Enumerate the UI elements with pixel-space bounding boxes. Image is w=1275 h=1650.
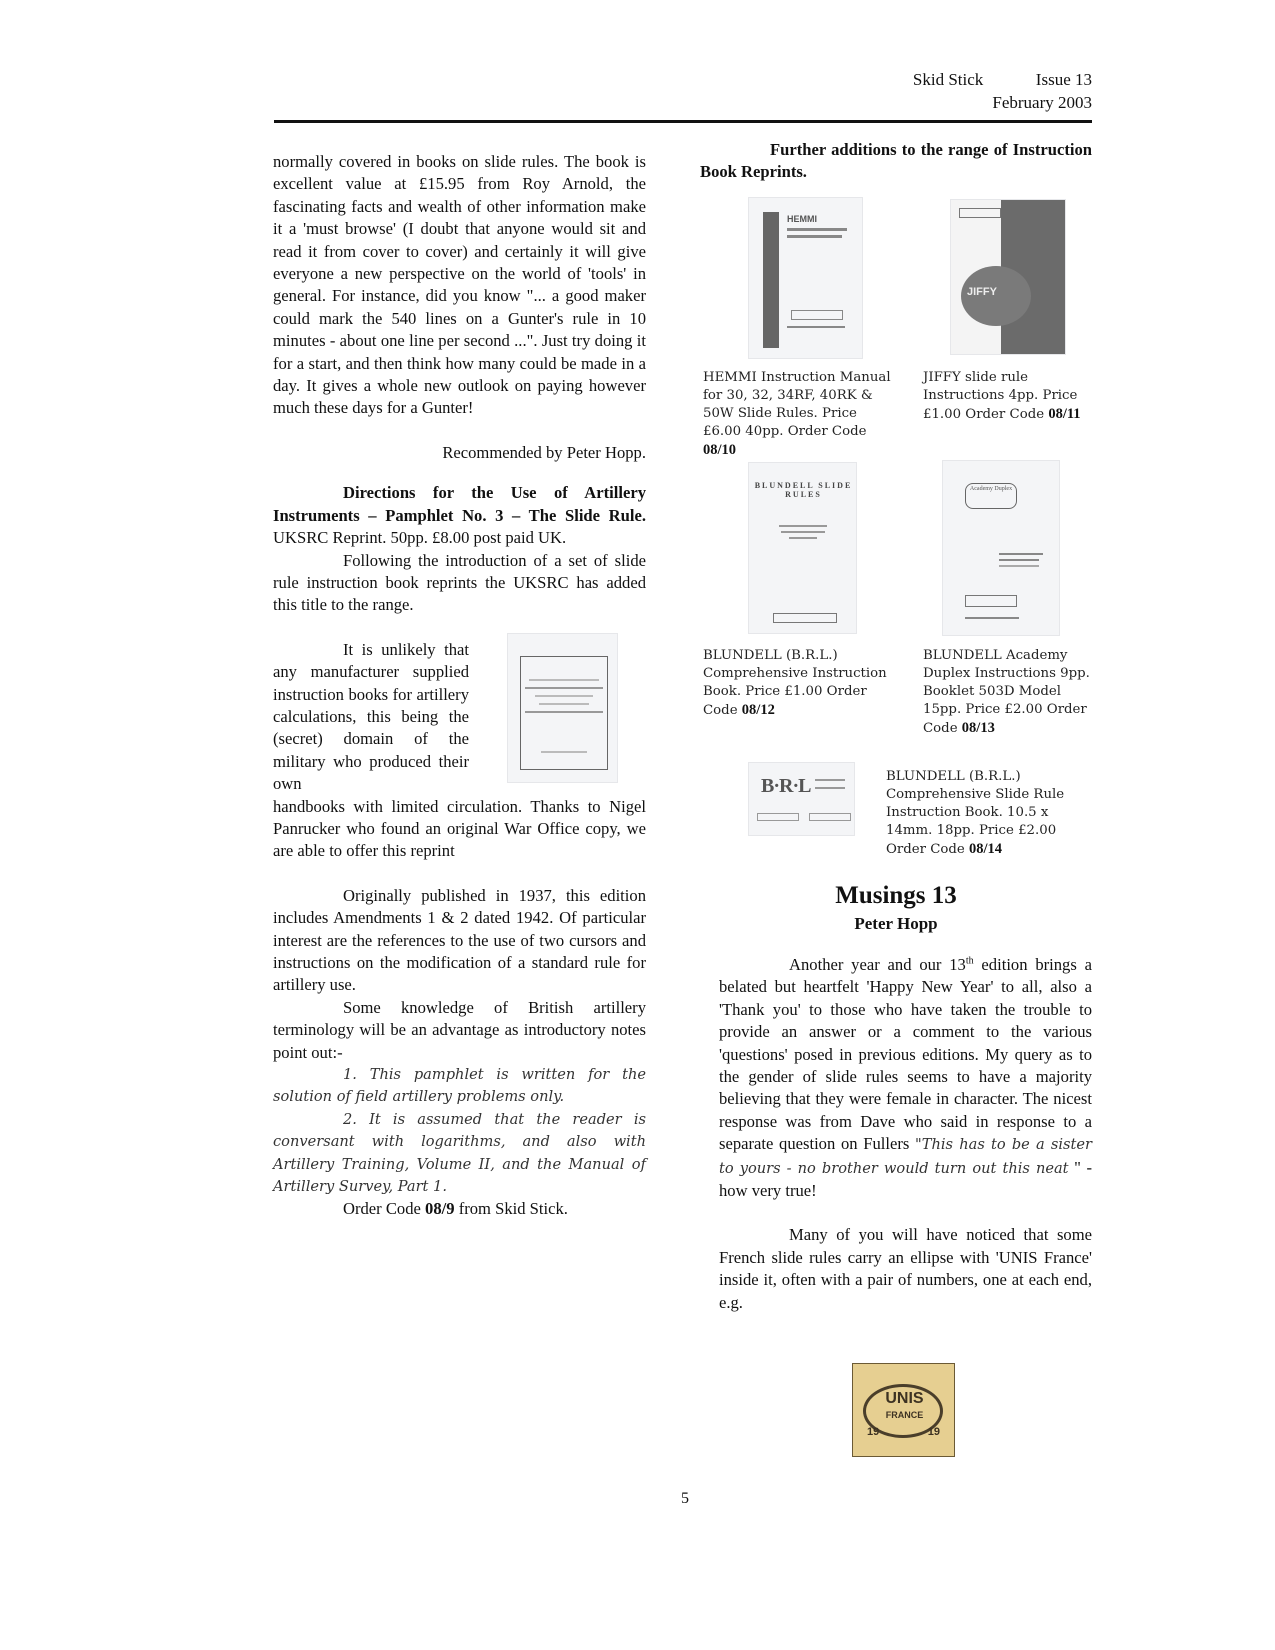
hemmi-spine-logo [763, 212, 779, 348]
academy-cover-title: Academy Duplex [965, 483, 1017, 509]
product-order-code: 08/11 [1048, 406, 1081, 422]
pamphlet-cover-border [520, 656, 608, 770]
musings-paragraph-1: Another year and our 13th edition brings a belated but heartfelt 'Happy New Year' to all, also a 'Thank you' to those who have taken the trouble to provide an answer or a comment to the various 'questions' posed in previous editions. My query as to the gender of slide rules seems to have a majority believing that they were female in character. The nicest response was from Dave who said in response to a separate question on Fullers "This has to be a sister to yours - no brother would turn out this neat " - how very true! [719, 955, 1092, 1201]
product-order-code: 08/10 [703, 442, 737, 458]
product-order-code: 08/12 [741, 702, 775, 718]
product-description: BLUNDELL (B.R.L.) Comprehensive Slide Rule Instruction Book. 10.5 x 14mm. 18pp. Price £2.00 Order Code [886, 769, 1065, 857]
fullers-quote: "This has to be a sister to yours - no brother would turn out this neat [719, 1136, 1092, 1177]
product-hemmi [703, 369, 893, 460]
artillery-item-paragraph [273, 482, 646, 549]
academy-cover-image [942, 460, 1060, 636]
note-2: 2. It is assumed that the reader is conversant with logarithms, and also with Artillery Training, Volume II, and the Manual of Artillery Survey, Part 1. [273, 1110, 646, 1196]
unlikely-continued-text: handbooks with limited circulation. Thanks to Nigel Panrucker who found an original War Office copy, we are able to offer this reprint [273, 796, 646, 861]
product-description: BLUNDELL (B.R.L.) Comprehensive Instruction Book. Price £1.00 Order Code [703, 648, 887, 718]
musings-title: Musings 13 [835, 882, 957, 909]
page-number: 5 [681, 1490, 689, 1507]
jiffy-cover-title: JIFFY [967, 286, 997, 298]
artillery-details: UKSRC Reprint. 50pp. £8.00 post paid UK. [273, 528, 567, 548]
order-code: 08/9 [425, 1199, 455, 1219]
unlikely-wrapped-text: It is unlikely that any manufacturer supplied instruction books for artillery calculations, this being the (secret) domain of the military who produced their own [273, 639, 469, 794]
product-description: JIFFY slide rule Instructions 4pp. Price £1.00 Order Code [923, 370, 1078, 422]
issue-date: February 2003 [992, 93, 1092, 112]
unis-right-number: 19 [927, 1426, 940, 1438]
product-description: HEMMI Instruction Manual for 30, 32, 34RF, 40RK & 50W Slide Rules. Price £6.00 40pp. Order Code [703, 370, 891, 439]
reprints-heading: Further additions to the range of Instruction Book Reprints. [700, 140, 1092, 182]
order-line: Order Code 08/9 from Skid Stick. [343, 1199, 568, 1219]
product-order-code: 08/14 [969, 841, 1003, 857]
product-description: BLUNDELL Academy Duplex Instructions 9pp. Booklet 503D Model 15pp. Price £2.00 Order Code [923, 648, 1090, 736]
unlikely-paragraph [273, 639, 646, 863]
recommended-by: Recommended by Peter Hopp. [442, 442, 646, 462]
musings-body [719, 954, 1092, 1314]
france-text: FRANCE [885, 1410, 924, 1420]
product-order-code: 08/13 [961, 720, 995, 736]
unis-left-number: 19 [867, 1426, 880, 1438]
note-1: 1. This pamphlet is written for the solution of field artillery problems only. [273, 1066, 646, 1106]
knowledge-paragraph: Some knowledge of British artillery terminology will be an advantage as introductory notes point out:- [273, 997, 646, 1062]
pamphlet-cover-image [507, 633, 618, 783]
musings-paragraph-2: Many of you will have noticed that some French slide rules carry an ellipse with 'UNIS France' inside it, often with a pair of numbers, one at each end, e.g. [719, 1225, 1092, 1312]
product-brl-booklet [886, 768, 1096, 859]
blundell-cover-title: BLUNDELL SLIDE RULES [754, 481, 853, 499]
musings-author: Peter Hopp [854, 914, 938, 933]
running-header [760, 68, 1092, 114]
originally-paragraph: Originally published in 1937, this edition includes Amendments 1 & 2 dated 1942. Of particular interest are the references to the use of two cursors and instructions on the modification of a standard rule for artillery use. [273, 885, 646, 995]
header-rule [274, 120, 1092, 123]
jiffy-cover-image [950, 199, 1066, 355]
publication-name: Skid Stick [912, 70, 984, 89]
issue-number: Issue 13 [1035, 70, 1092, 89]
brl-cover-image [748, 762, 855, 836]
hemmi-cover-image [748, 197, 863, 359]
product-blundell-academy [923, 647, 1093, 738]
brl-cover-title: B·R·L [761, 775, 811, 797]
following-paragraph: Following the introduction of a set of slide rule instruction book reprints the UKSRC has added this title to the range. [273, 550, 646, 615]
product-blundell-brl [703, 647, 893, 720]
blundell-cover-image [748, 462, 857, 634]
artillery-title: Directions for the Use of Artillery Instruments – Pamphlet No. 3 – The Slide Rule. [273, 483, 646, 525]
book-review-paragraph: normally covered in books on slide rules. The book is excellent value at £15.95 from Roy Arnold, the fascinating facts and wealth of other information make it a 'must browse' (I doubt that anyone would sit and read it from cover to cover) and certainly it will give everyone a new perspective on the world of 'tools' in general. For instance, did you know "... a good maker could mark the 540 lines on a Gunter's rule in 10 minutes - about one line per second ...". Just try doing it for a start, and then think how many could be made in a day. It gives a whole new outlook on paying however much these days for a Gunter! [273, 152, 646, 418]
product-jiffy [923, 369, 1093, 424]
hemmi-cover-title: HEMMI [787, 214, 817, 224]
left-column [273, 151, 646, 1221]
unis-france-stamp-image [852, 1363, 955, 1457]
unis-text: UNIS [885, 1390, 924, 1407]
